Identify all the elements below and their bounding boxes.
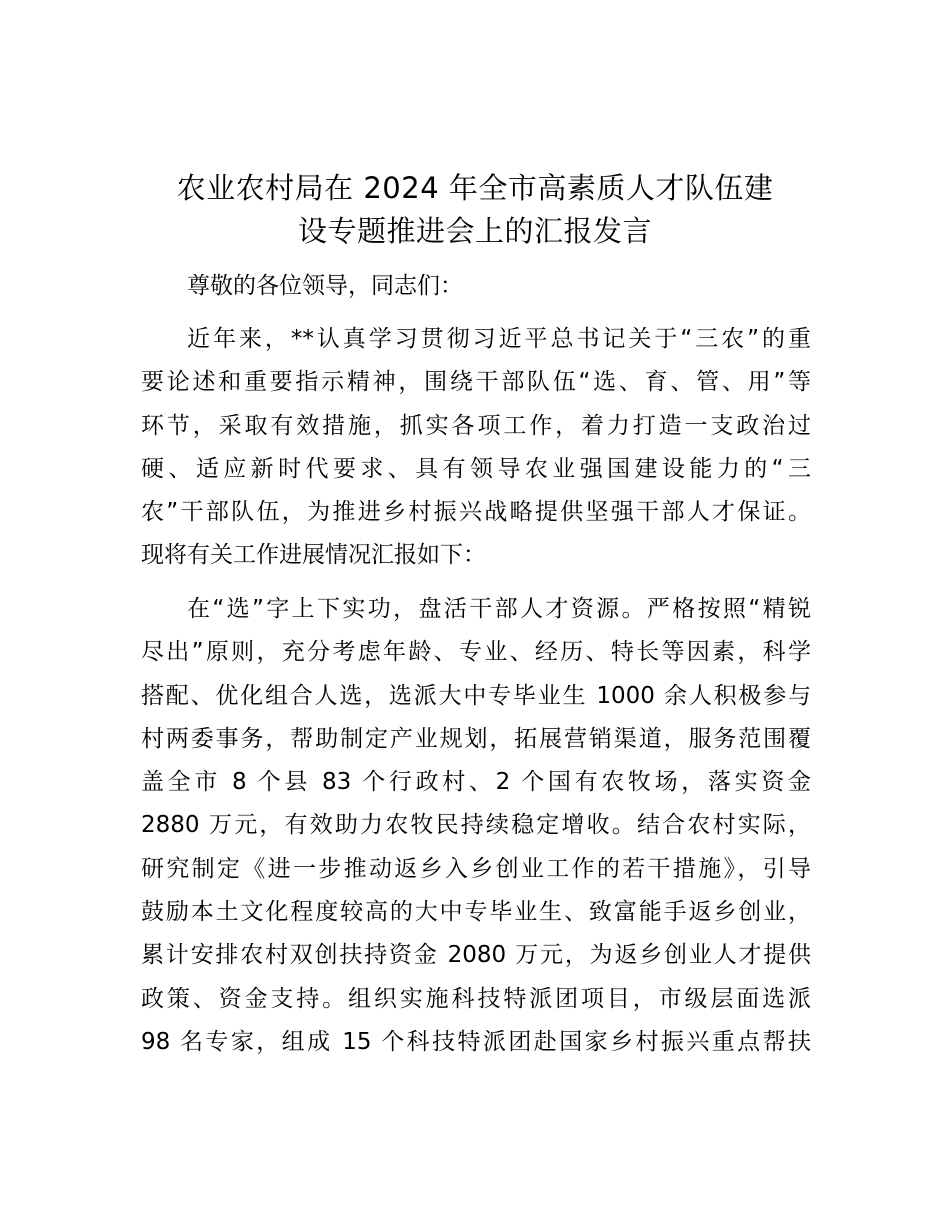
paragraph-line: 政策、资金支持。组织实施科技特派团项目，市级层面选派 — [141, 985, 811, 1012]
paragraph-line: 要论述和重要指示精神，围绕干部队伍“选、育、管、用”等 — [141, 369, 811, 396]
paragraph-line: 农”干部队伍，为推进乡村振兴战略提供坚强干部人才保证。 — [141, 499, 811, 526]
paragraph-line: 现将有关工作进展情况汇报如下： — [141, 542, 486, 569]
paragraph-line: 环节，采取有效措施，抓实各项工作，着力打造一支政治过 — [141, 412, 811, 439]
document-title-line-1: 农业农村局在 2024 年全市高素质人才队伍建 — [176, 171, 774, 205]
paragraph-2 — [141, 588, 811, 1064]
paragraph-line: 98 名专家，组成 15 个科技特派团赴国家乡村振兴重点帮扶 — [141, 1028, 811, 1055]
paragraph-line: 村两委事务，帮助制定产业规划，拓展营销渠道，服务范围覆 — [141, 725, 811, 752]
paragraph-line: 研究制定《进一步推动返乡入乡创业工作的若干措施》，引导 — [141, 855, 811, 882]
paragraph-line: 近年来，**认真学习贯彻习近平总书记关于“三农”的重 — [187, 326, 811, 352]
paragraph-line: 鼓励本土文化程度较高的大中专毕业生、致富能手返乡创业， — [141, 899, 811, 926]
salutation-text: 尊敬的各位领导，同志们： — [187, 273, 463, 299]
paragraph-line: 2880 万元，有效助力农牧民持续稳定增收。结合农村实际， — [141, 812, 811, 839]
paragraph-line: 尽出”原则，充分考虑年龄、专业、经历、特长等因素，科学 — [141, 639, 811, 666]
paragraph-line: 硬、适应新时代要求、具有领导农业强国建设能力的“三 — [141, 455, 811, 482]
paragraph-line: 盖全市 8 个县 83 个行政村、2 个国有农牧场，落实资金 — [141, 769, 811, 796]
paragraph-line: 在“选”字上下实功，盘活干部人才资源。严格按照“精锐 — [187, 596, 811, 622]
paragraph-line: 搭配、优化组合人选，选派大中专毕业生 1000 余人积极参与 — [141, 682, 811, 709]
paragraph-line: 累计安排农村双创扶持资金 2080 万元，为返乡创业人才提供 — [141, 942, 811, 969]
document-title-line-2: 设专题推进会上的汇报发言 — [297, 214, 652, 248]
salutation — [141, 265, 811, 308]
paragraph-1 — [141, 318, 811, 578]
